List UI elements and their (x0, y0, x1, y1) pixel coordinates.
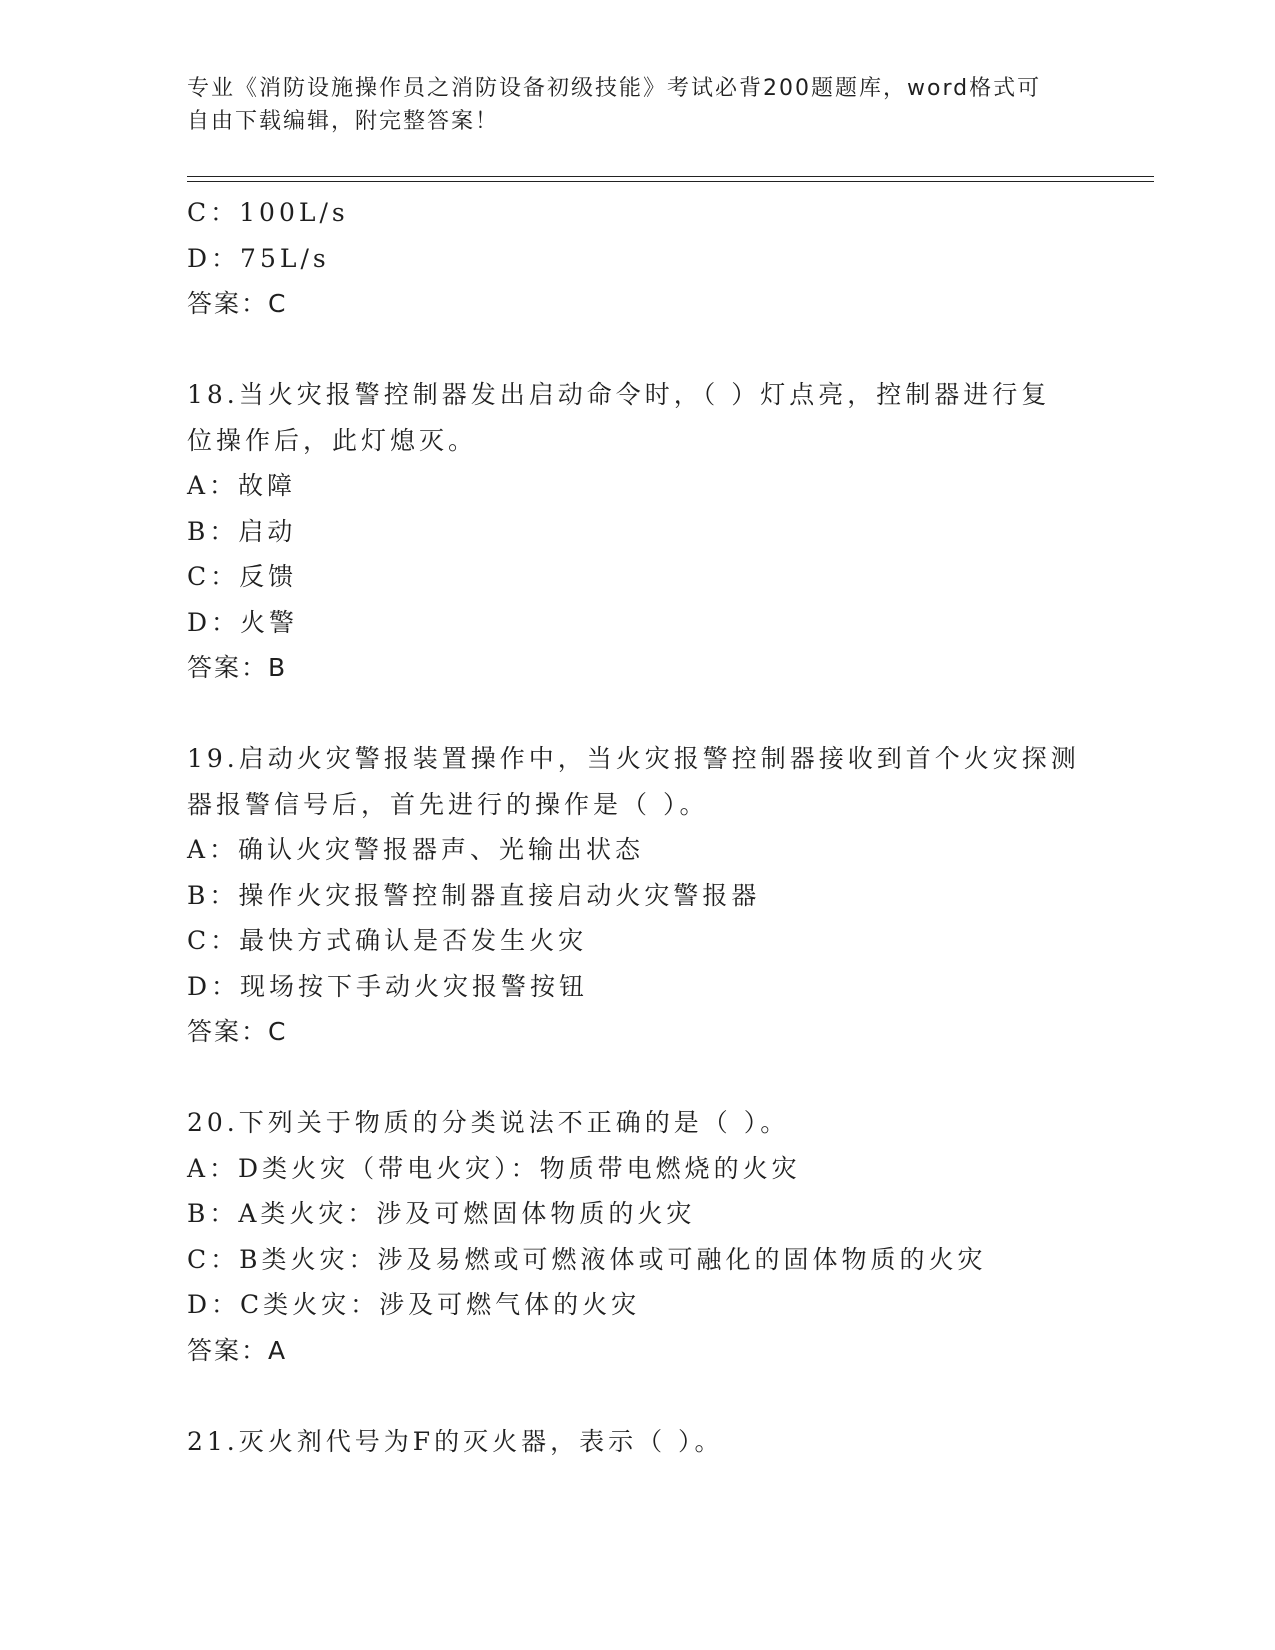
prev-question-tail (187, 190, 1087, 327)
answer-line: 答案：C (187, 289, 288, 318)
option-line: D：C类火灾：涉及可燃气体的火灾 (187, 1290, 641, 1319)
option-line: D：现场按下手动火灾报警按钮 (187, 971, 589, 1001)
option-line: B：A类火灾：涉及可燃固体物质的火灾 (187, 1199, 696, 1228)
answer-line: 答案：B (187, 653, 288, 682)
option-line: A：D类火灾（带电火灾）：物质带电燃烧的火灾 (187, 1153, 801, 1183)
answer-line: 答案：C (187, 1017, 288, 1046)
question-stem-line: 18.当火灾报警控制器发出启动命令时，（ ）灯点亮，控制器进行复 (187, 380, 1051, 409)
option-line: C：反馈 (187, 562, 298, 591)
option-line: D：火警 (187, 607, 299, 637)
document-header (187, 72, 1067, 138)
header-divider-bottom (187, 181, 1154, 182)
option-line: A：确认火灾警报器声、光输出状态 (187, 835, 645, 864)
question-stem-line: 20.下列关于物质的分类说法不正确的是（ ）。 (187, 1108, 790, 1137)
header-line-1: 专业《消防设施操作员之消防设备初级技能》考试必背200题题库，word格式可 (187, 76, 1042, 101)
spacer (187, 1055, 1087, 1101)
answer-line: 答案：A (187, 1335, 288, 1365)
option-line: D：75L/s (187, 243, 330, 273)
spacer (187, 1373, 1087, 1419)
option-line: C：100L/s (187, 198, 349, 227)
spacer (187, 327, 1087, 373)
question-20 (187, 1100, 1087, 1373)
option-line: B：启动 (187, 516, 297, 546)
option-line: C：B类火灾：涉及易燃或可燃液体或可融化的固体物质的火灾 (187, 1244, 987, 1274)
header-line-2: 自由下载编辑，附完整答案！ (187, 109, 500, 134)
question-stem-line: 器报警信号后，首先进行的操作是（ ）。 (187, 789, 709, 819)
option-line: A：故障 (187, 471, 297, 500)
question-18 (187, 372, 1087, 691)
header-divider-top (187, 176, 1154, 177)
question-list (187, 190, 1087, 1464)
question-19 (187, 736, 1087, 1055)
option-line: B：操作火灾报警控制器直接启动火灾警报器 (187, 880, 761, 910)
question-stem-line: 21.灭火剂代号为F的灭火器，表示（ ）。 (187, 1426, 724, 1456)
question-stem-line: 位操作后，此灯熄灭。 (187, 425, 478, 455)
option-line: C：最快方式确认是否发生火灾 (187, 926, 588, 955)
question-stem-line: 19.启动火灾警报装置操作中，当火灾报警控制器接收到首个火灾探测 (187, 744, 1080, 773)
spacer (187, 691, 1087, 737)
question-21 (187, 1419, 1087, 1465)
